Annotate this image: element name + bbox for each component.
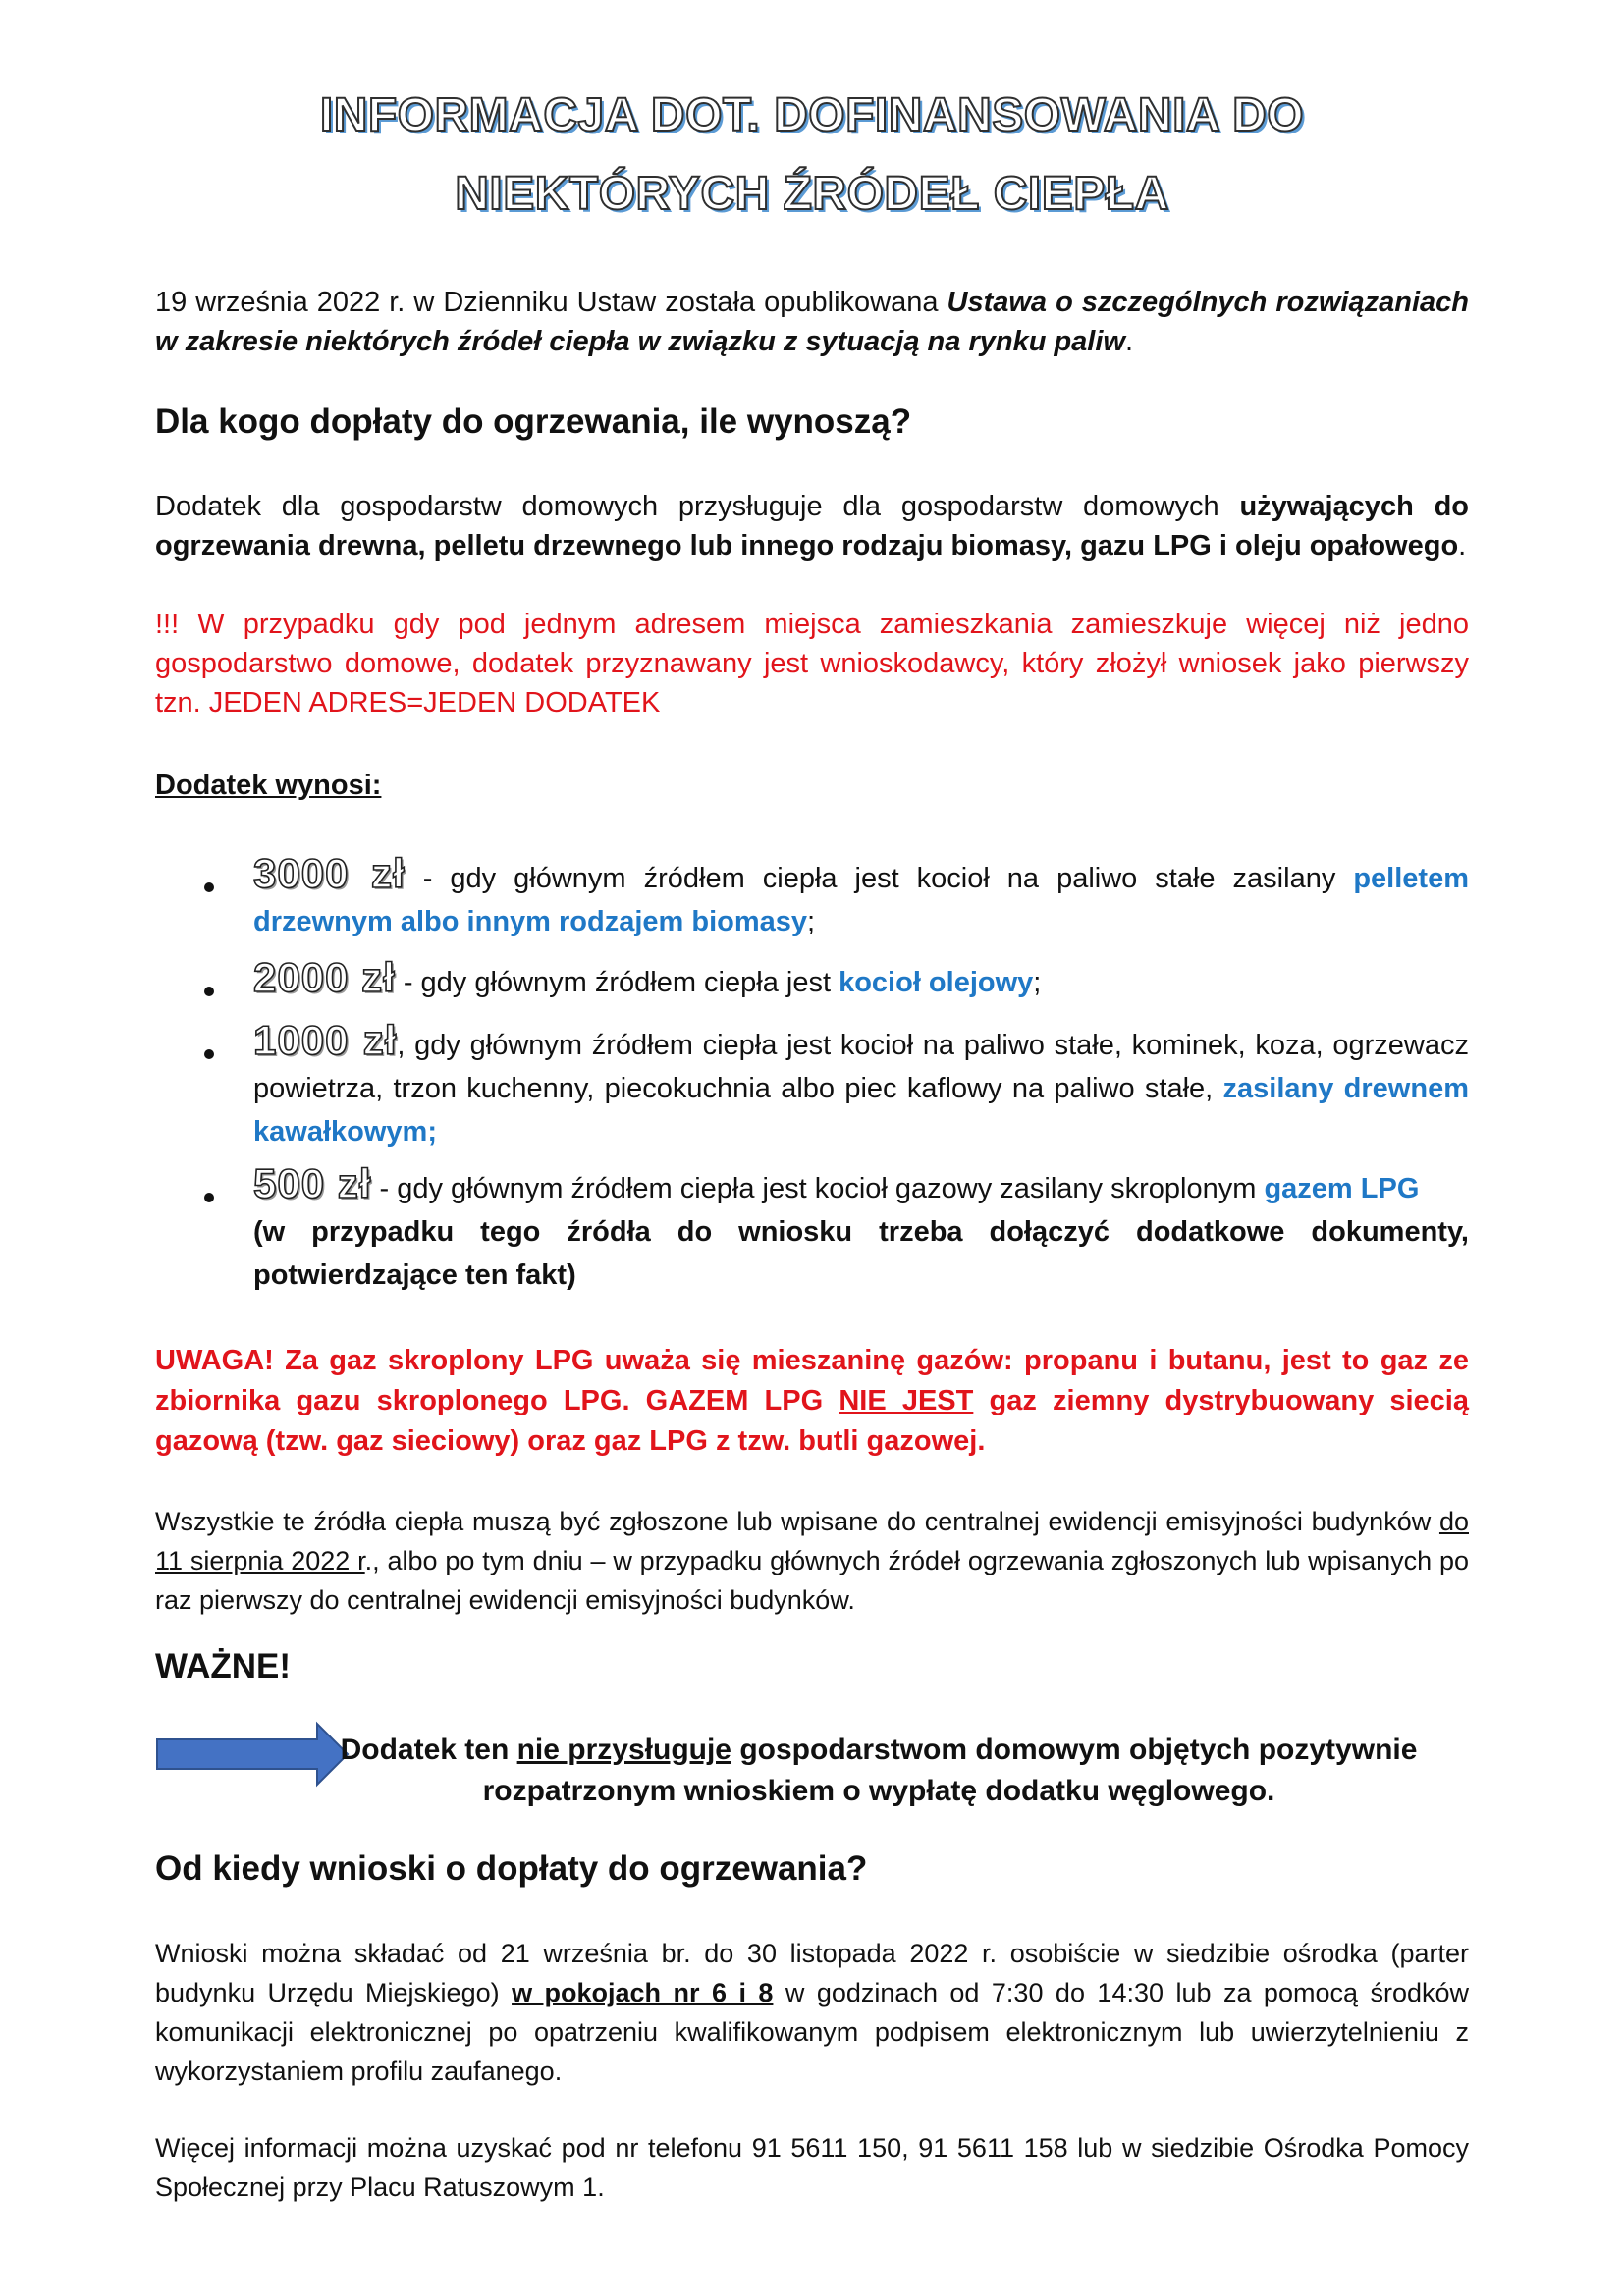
eligibility-fuels: używających do ogrzewania drewna, pelletu drzewnego lub innego rodzaju biomasy, gazu LPG i oleju opałowego (155, 491, 1469, 561)
lpg-documents-note: (w przypadku tego źródła do wniosku trzeba dołączyć dodatkowe dokumenty, potwierdzające ten fakt) (253, 1216, 1469, 1291)
section-heading-when: Od kiedy wnioski o dopłaty do ogrzewania? (155, 1849, 868, 1888)
amount-text: - gdy głównym źródłem ciepła jest kocioł gazowy zasilany skroplonym (371, 1173, 1265, 1204)
lpg-warning (155, 1341, 1469, 1462)
amount-text: - gdy głównym źródłem ciepła jest (395, 967, 839, 998)
important-heading: WAŻNE! (155, 1647, 292, 1685)
right-arrow-icon (155, 1720, 352, 1789)
contact-paragraph: Więcej informacji można uzyskać pod nr telefonu 91 5611 150, 91 5611 158 lub w siedzibie Ośrodka Pomocy Społecznej przy Placu Ratuszowym 1. (155, 2133, 1469, 2202)
amount-tail: ; (427, 1116, 437, 1148)
document-title-line-2: NIEKTÓRYCH ŹRÓDEŁ CIEPŁA (455, 168, 1169, 220)
amount-item-2000 (253, 956, 1469, 1004)
registration-date: do 11 sierpnia 2022 r (155, 1507, 1469, 1575)
application-text-end: w godzinach od 7:30 do 14:30 lub za pomocą środków komunikacji elektronicznej po opatrzeniu kwalifikowanym podpisem elektronicznym lub uwierzytelnieniu z wykorzystaniem profilu zaufanego. (155, 1978, 1469, 2086)
amount-tail: ; (1033, 967, 1042, 998)
warning-not: NIE JEST (839, 1385, 974, 1416)
warning-text-end: gaz ziemny dystrybuowany siecią gazową (tzw. gaz sieciowy) oraz gaz LPG z tzw. butli gazowej. (155, 1385, 1469, 1457)
bullet-marker (204, 987, 214, 996)
amount-highlight: kocioł olejowy (839, 967, 1034, 998)
bullet-marker (204, 1049, 214, 1059)
callout-text-end: gospodarstwom domowym objętych pozytywnie rozpatrzonym wnioskiem o wypłatę dodatku węglowego. (482, 1734, 1418, 1807)
eligibility-text: Dodatek dla gospodarstw domowych przysługuje dla gospodarstw domowych (155, 491, 1240, 522)
amount-value: 2000 zł (253, 954, 396, 1000)
one-address-note: !!! W przypadku gdy pod jednym adresem miejsca zamieszkania zamieszkuje więcej niż jedno gospodarstwo domowe, dodatek przyznawany jest wnioskodawcy, który złożył wniosek jako pierwszy tzn. JEDEN ADRES=JEDEN DODATEK (155, 609, 1469, 719)
amount-item-3000 (253, 852, 1469, 943)
eligibility-paragraph (155, 487, 1469, 565)
amount-label: Dodatek wynosi: (155, 770, 382, 801)
important-callout (324, 1730, 1434, 1812)
section-heading-eligibility: Dla kogo dopłaty do ogrzewania, ile wynoszą? (155, 402, 912, 441)
bullet-marker (204, 882, 214, 892)
amount-highlight: zasilany drewnem kawałkowym (253, 1073, 1469, 1148)
application-paragraph (155, 1934, 1469, 2091)
amount-text: , gdy głównym źródłem ciepła jest kocioł na paliwo stałe, kominek, koza, ogrzewacz powietrza, trzon kuchenny, piecokuchnia albo piec kaflowy na paliwo stałe, (253, 1030, 1469, 1104)
amount-tail: ; (807, 906, 816, 937)
application-text: Wnioski można składać od 21 września br. do 30 listopada 2022 r. osobiście w siedzibie ośrodka (parter budynku Urzędu Miejskiego) (155, 1939, 1469, 2007)
amount-value: 1000 zł (253, 1017, 398, 1063)
callout-not-eligible: nie przysługuje (516, 1734, 731, 1766)
amount-highlight: pelletem drzewnym albo innym rodzajem biomasy (253, 863, 1469, 937)
callout-text: Dodatek ten (340, 1734, 517, 1766)
amount-value: 3000 zł (253, 850, 406, 896)
eligibility-end: . (1458, 530, 1467, 561)
application-rooms: w pokojach nr 6 i 8 (512, 1978, 774, 2007)
law-name: Ustawa o szczególnych rozwiązaniach w zakresie niektórych źródeł ciepła w związku z sytuacją na rynku paliw (155, 287, 1469, 357)
bullet-marker (204, 1193, 214, 1202)
intro-text: 19 września 2022 r. w Dzienniku Ustaw została opublikowana (155, 287, 947, 318)
warning-text: UWAGA! Za gaz skroplony LPG uważa się mieszaninę gazów: propanu i butanu, jest to gaz ze zbiornika gazu skroplonego LPG. GAZEM LPG (155, 1345, 1469, 1416)
amount-text: - gdy głównym źródłem ciepła jest kocioł na paliwo stałe zasilany (405, 863, 1354, 894)
amount-item-1000 (253, 1019, 1469, 1153)
intro-end: . (1124, 326, 1134, 357)
registration-text: Wszystkie te źródła ciepła muszą być zgłoszone lub wpisane do centralnej ewidencji emisyjności budynków (155, 1507, 1439, 1536)
amount-value: 500 zł (253, 1160, 372, 1206)
registration-note (155, 1502, 1469, 1620)
amount-highlight: gazem LPG (1264, 1173, 1420, 1204)
document-title-line-1: INFORMACJA DOT. DOFINANSOWANIA DO (319, 89, 1305, 141)
amount-item-500 (253, 1162, 1469, 1297)
registration-text-end: ., albo po tym dniu – w przypadku głównych źródeł ogrzewania zgłoszonych lub wpisanych po raz pierwszy do centralnej ewidencji emisyjności budynków. (155, 1546, 1469, 1615)
intro-paragraph (155, 283, 1469, 361)
